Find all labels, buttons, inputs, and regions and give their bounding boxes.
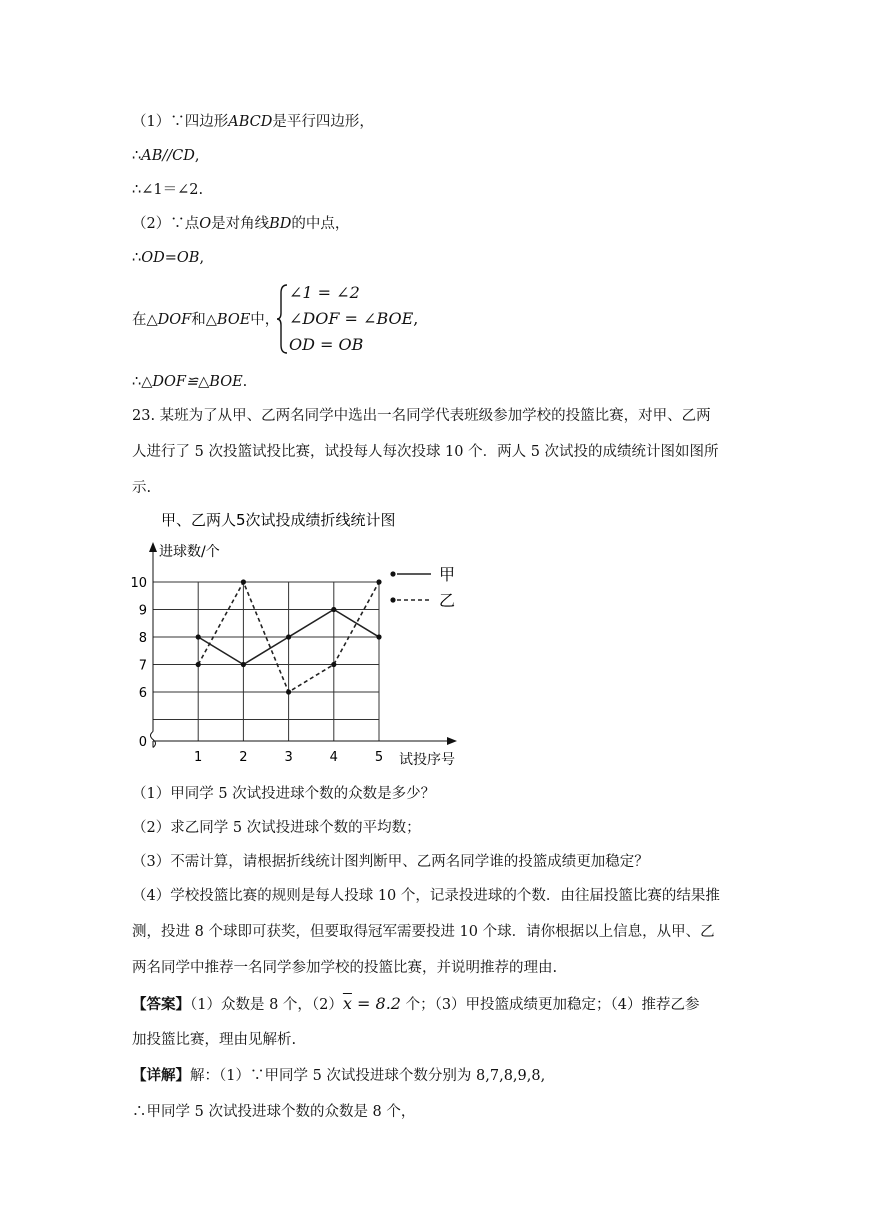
math-boe: BOE [216,312,251,328]
detail-line: ∴甲同学 5 次试投进球个数的众数是 8 个， [132,1104,416,1120]
legend-marker [390,597,395,602]
y-axis-label: 进球数/个 [159,544,220,560]
answer-line: 加投篮比赛，理由见解析. [132,1032,297,1048]
detail-line [132,1066,545,1086]
chart-axes [130,542,457,765]
text: 是对角线 [211,216,270,232]
y-tick-label: 8 [138,631,147,646]
text: 中， [250,312,280,328]
y-tick-label: 0 [138,735,147,750]
x-axis-arrow-icon [447,737,457,745]
math-eq: = 8.2 [351,994,401,1013]
proof-line [132,112,374,132]
equation-2 [289,309,418,328]
proof-line [132,146,199,166]
data-point [241,579,246,584]
legend-label: 甲 [439,565,456,584]
x-tick-label: 3 [284,750,293,765]
text: 在△ [132,312,158,328]
text: （2）∵点 [132,216,200,232]
data-point [241,662,246,667]
proof-line [132,248,204,268]
text: , [199,250,205,266]
detail-label: 【详解】 [132,1067,190,1084]
proof-line [132,214,349,234]
sub-question: 测，投进 8 个球即可获奖，但要取得冠军需要投进 10 个球．请你根据以上信息，从甲、乙 [132,924,715,940]
x-tick-label: 1 [194,750,203,765]
x-tick-label: 4 [329,750,338,765]
math-o: O [199,216,212,232]
math-expr: DOF≌△BOE [152,374,243,390]
question-text: 23. 某班为了从甲、乙两名同学中选出一名同学代表班级参加学校的投篮比赛，对甲、乙两 [132,408,711,424]
data-point [376,634,381,639]
equation-system [275,283,455,355]
x-tick-label: 5 [374,750,384,765]
text: （1）众数是 8 个，（2） [190,997,343,1013]
x-axis-label: 试投序号 [399,752,455,768]
data-point [286,689,291,694]
left-brace-icon [275,283,289,355]
proof-line [132,310,279,330]
proof-line: ∴∠1＝∠2. [132,182,204,198]
math-expr: AB//CD [141,148,195,164]
sub-question: （2）求乙同学 5 次试投进球个数的平均数； [132,820,421,836]
math-bd: BD [269,216,292,232]
proof-line [132,372,247,392]
text: 和△ [191,312,217,328]
y-tick-label: 7 [138,658,147,674]
text: 的中点， [291,216,350,232]
sub-question: 两名同学中推荐一名同学参加学校的投篮比赛，并说明推荐的理由. [132,960,558,976]
data-point [376,579,381,584]
sub-question: （1）甲同学 5 次试投进球个数的众数是多少？ [132,786,436,802]
y-tick-label: 10 [130,576,147,591]
text: 解：（1）∵甲同学 5 次试投进球个数分别为 8,7,8,9,8, [190,1068,546,1084]
text: . [242,374,248,390]
therefore-symbol: ∴ [132,148,142,164]
line-chart [130,508,475,773]
math-dof: DOF [157,312,192,328]
text: （1）∵四边形 [132,114,229,130]
therefore-symbol: ∴ [132,250,142,266]
chart-grid [153,582,379,741]
math-abcd: ABCD [228,114,273,130]
y-tick-label: 9 [138,603,147,619]
sub-question: （3）不需计算，请根据折线统计图判断甲、乙两名同学谁的投篮成绩更加稳定？ [132,854,649,870]
equation-text: ∠DOF = ∠BOE [289,309,414,328]
data-point [196,634,201,639]
y-tick-label: 6 [138,686,147,701]
math-expr: OD=OB [141,250,200,266]
answer-label: 【答案】 [132,996,190,1013]
y-axis-arrow-icon [149,542,157,552]
text: 是平行四边形， [272,114,374,130]
data-point [331,607,336,612]
equation-3: OD = OB [289,335,364,354]
legend-marker [390,571,395,576]
text: , [194,148,200,164]
text: 个；（3）甲投篮成绩更加稳定；（4）推荐乙参 [400,997,700,1013]
data-point [286,634,291,639]
sub-question: （4）学校投篮比赛的规则是每人投球 10 个，记录投进球的个数．由往届投篮比赛的结果推 [132,888,720,904]
legend-label: 乙 [439,591,456,610]
chart-title: 甲、乙两人5次试投成绩折线统计图 [161,511,396,529]
x-tick-label: 2 [239,750,248,765]
equation-1: ∠1 = ∠2 [289,283,360,302]
text: ∴△ [132,374,153,390]
question-text: 示. [132,480,152,496]
question-text: 人进行了 5 次投篮试投比赛，试投每人每次投球 10 个．两人 5 次试投的成绩统计图如图所 [132,444,719,460]
math-xbar: $\overline{x}$ [342,994,352,1013]
chart-legend [390,565,455,610]
data-point [196,662,201,667]
data-point [331,662,336,667]
comma: , [413,309,419,328]
answer-line [132,994,700,1015]
